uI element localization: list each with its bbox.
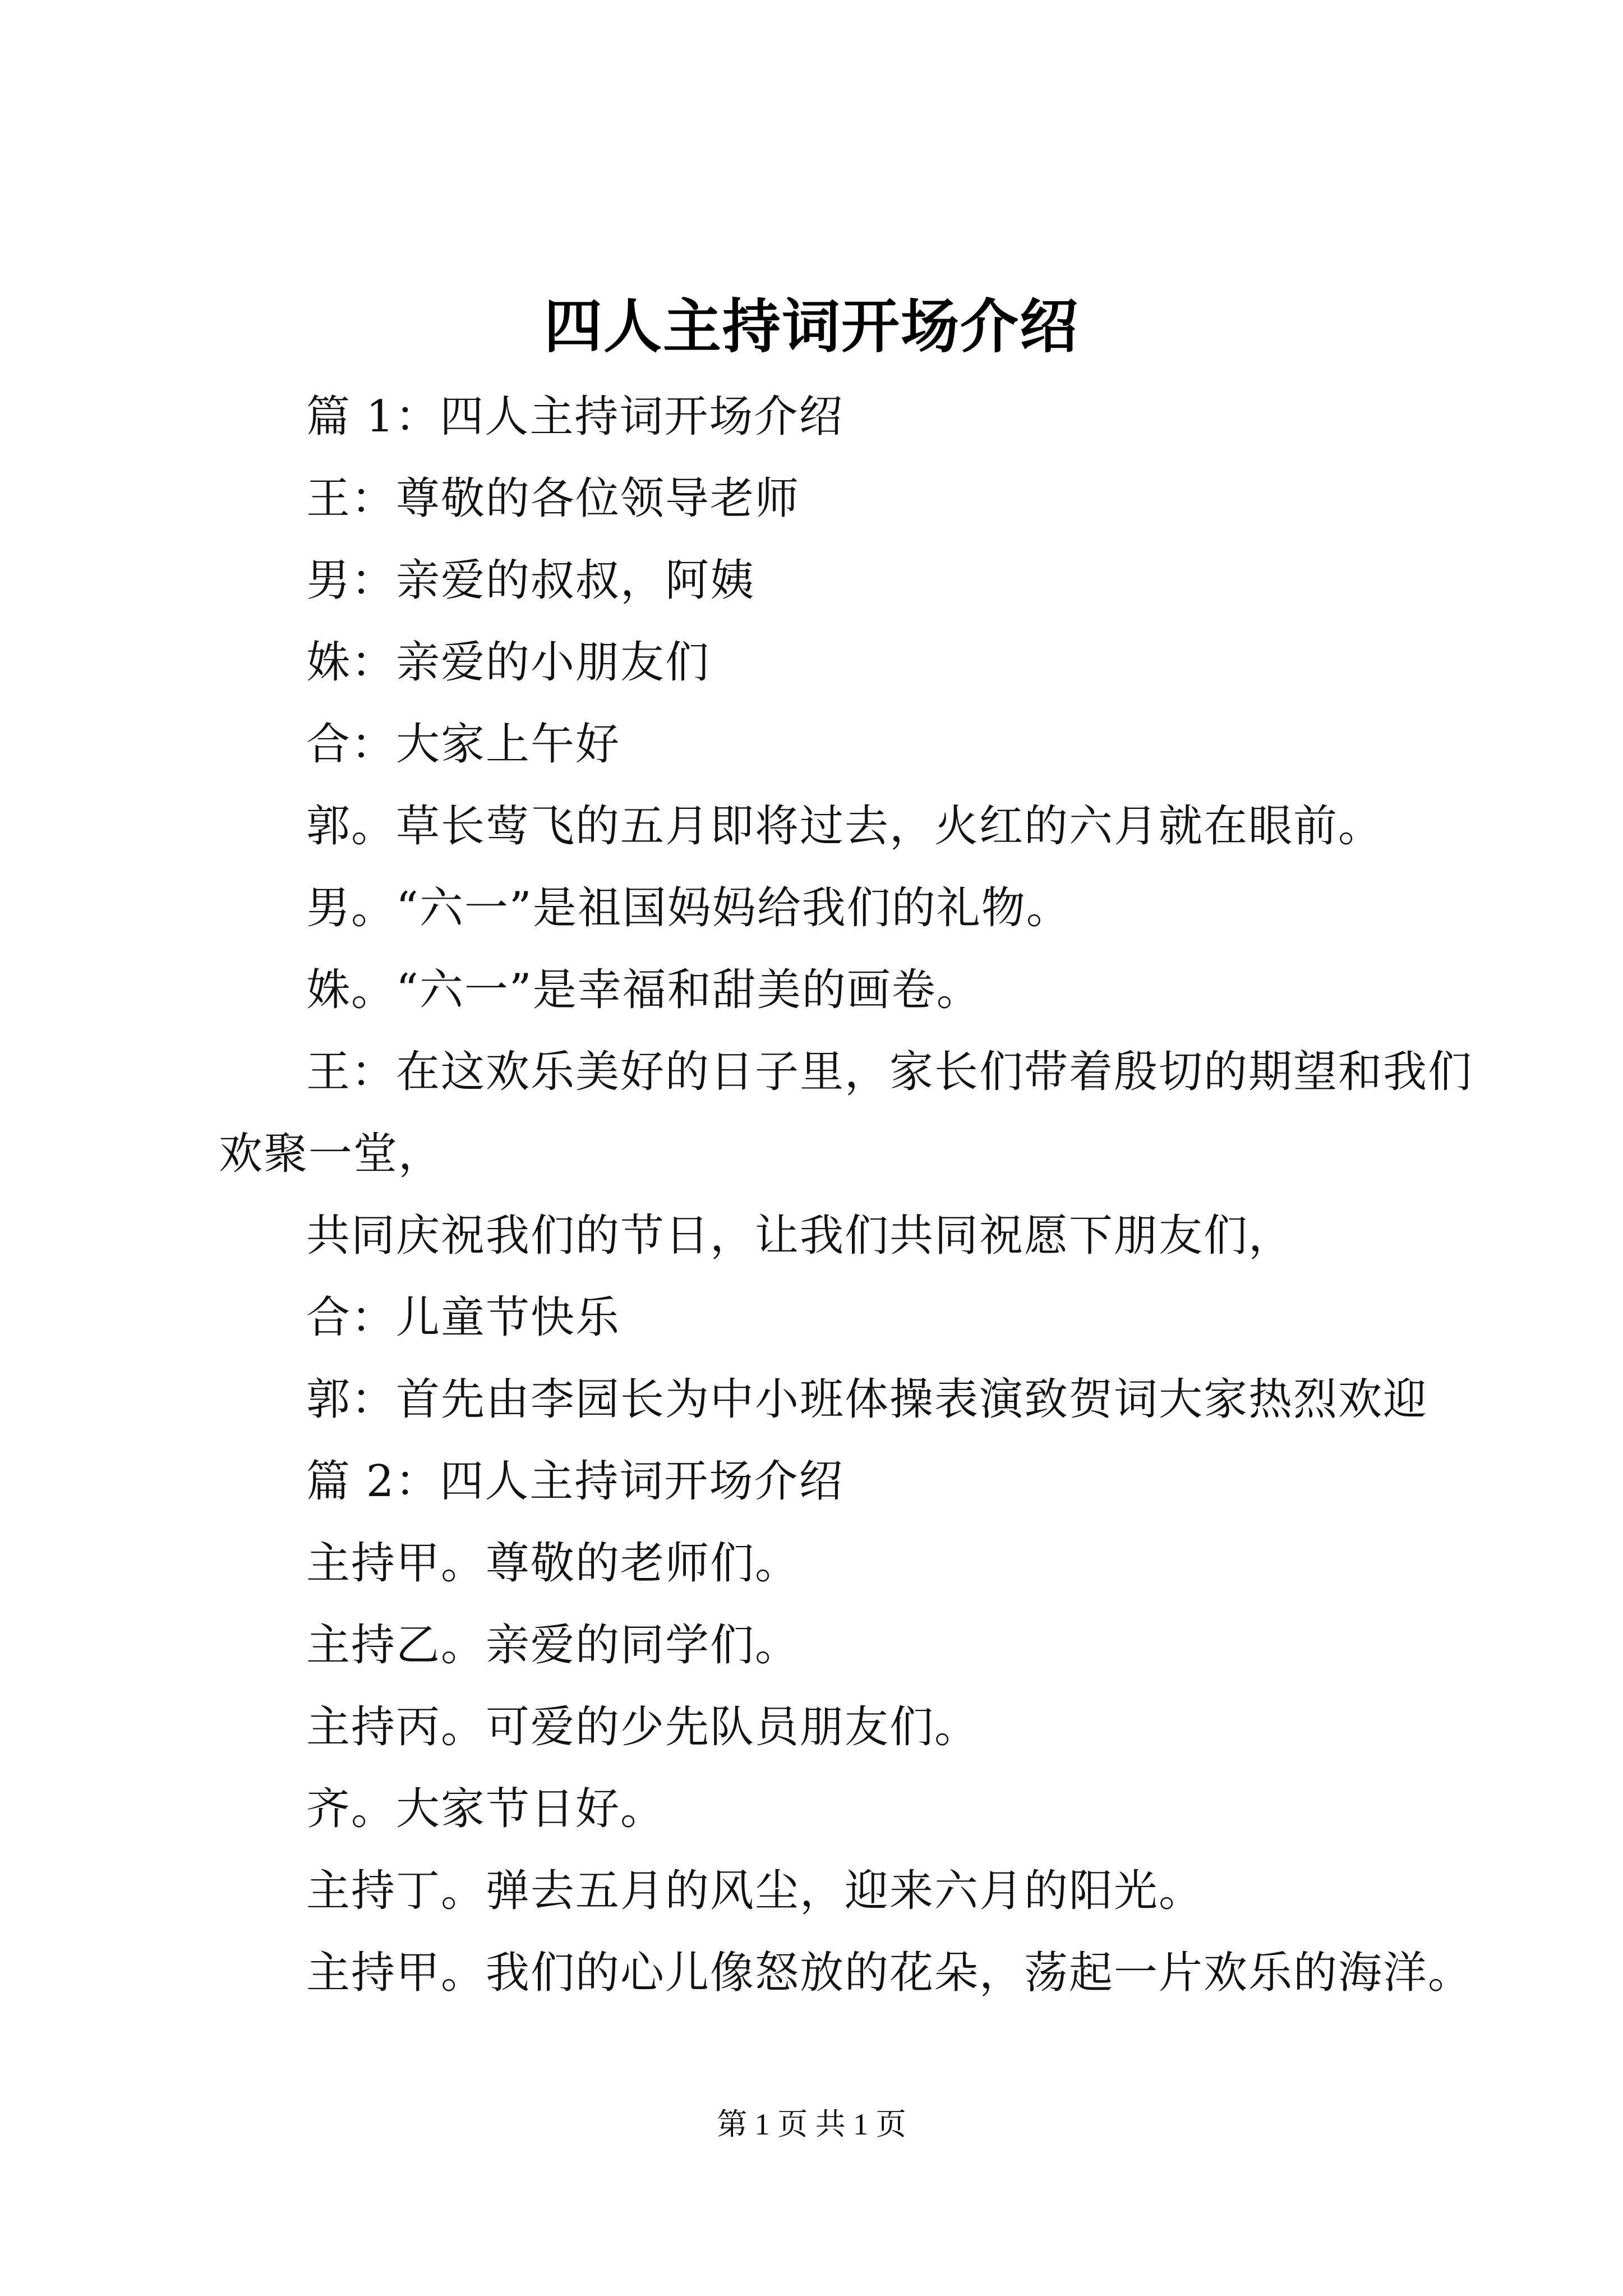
- paragraph: 姝：亲爱的小朋友们: [306, 637, 711, 688]
- paragraph: 齐。大家节日好。: [306, 1784, 666, 1834]
- document-title: 四人主持词开场介绍: [543, 292, 1079, 361]
- paragraph: 主持丙。可爱的少先队员朋友们。: [306, 1702, 980, 1752]
- paragraph: 王：尊敬的各位领导老师: [306, 473, 800, 524]
- document-body: [219, 376, 1486, 2014]
- paragraph: 主持甲。我们的心儿像怒放的花朵，荡起一片欢乐的海洋。: [306, 1948, 1473, 1998]
- paragraph: 篇 1：四人主持词开场介绍: [306, 392, 844, 442]
- paragraph: 篇 2：四人主持词开场介绍: [306, 1456, 844, 1507]
- paragraph: 郭：首先由李园长为中小班体操表演致贺词大家热烈欢迎: [306, 1374, 1428, 1425]
- paragraph: 男：亲爱的叔叔，阿姨: [306, 555, 755, 606]
- page-footer: 第 1 页 共 1 页: [717, 2108, 906, 2141]
- paragraph: 合：儿童节快乐: [306, 1292, 621, 1343]
- paragraph: 主持乙。亲爱的同学们。: [306, 1620, 800, 1671]
- paragraph: 郭。草长莺飞的五月即将过去，火红的六月就在眼前。: [306, 801, 1384, 852]
- paragraph: 合：大家上午好: [306, 719, 621, 770]
- paragraph: 王：在这欢乐美好的日子里，家长们带着殷切的期望和我们欢聚一堂，: [219, 1047, 1473, 1179]
- paragraph: 主持甲。尊敬的老师们。: [306, 1538, 800, 1589]
- paragraph: 姝。“六一”是幸福和甜美的画卷。: [306, 965, 981, 1015]
- paragraph: 男。“六一”是祖国妈妈给我们的礼物。: [306, 883, 1071, 933]
- paragraph: 主持丁。弹去五月的风尘，迎来六月的阳光。: [306, 1866, 1204, 1916]
- paragraph: 共同庆祝我们的节日，让我们共同祝愿下朋友们，: [306, 1211, 1294, 1261]
